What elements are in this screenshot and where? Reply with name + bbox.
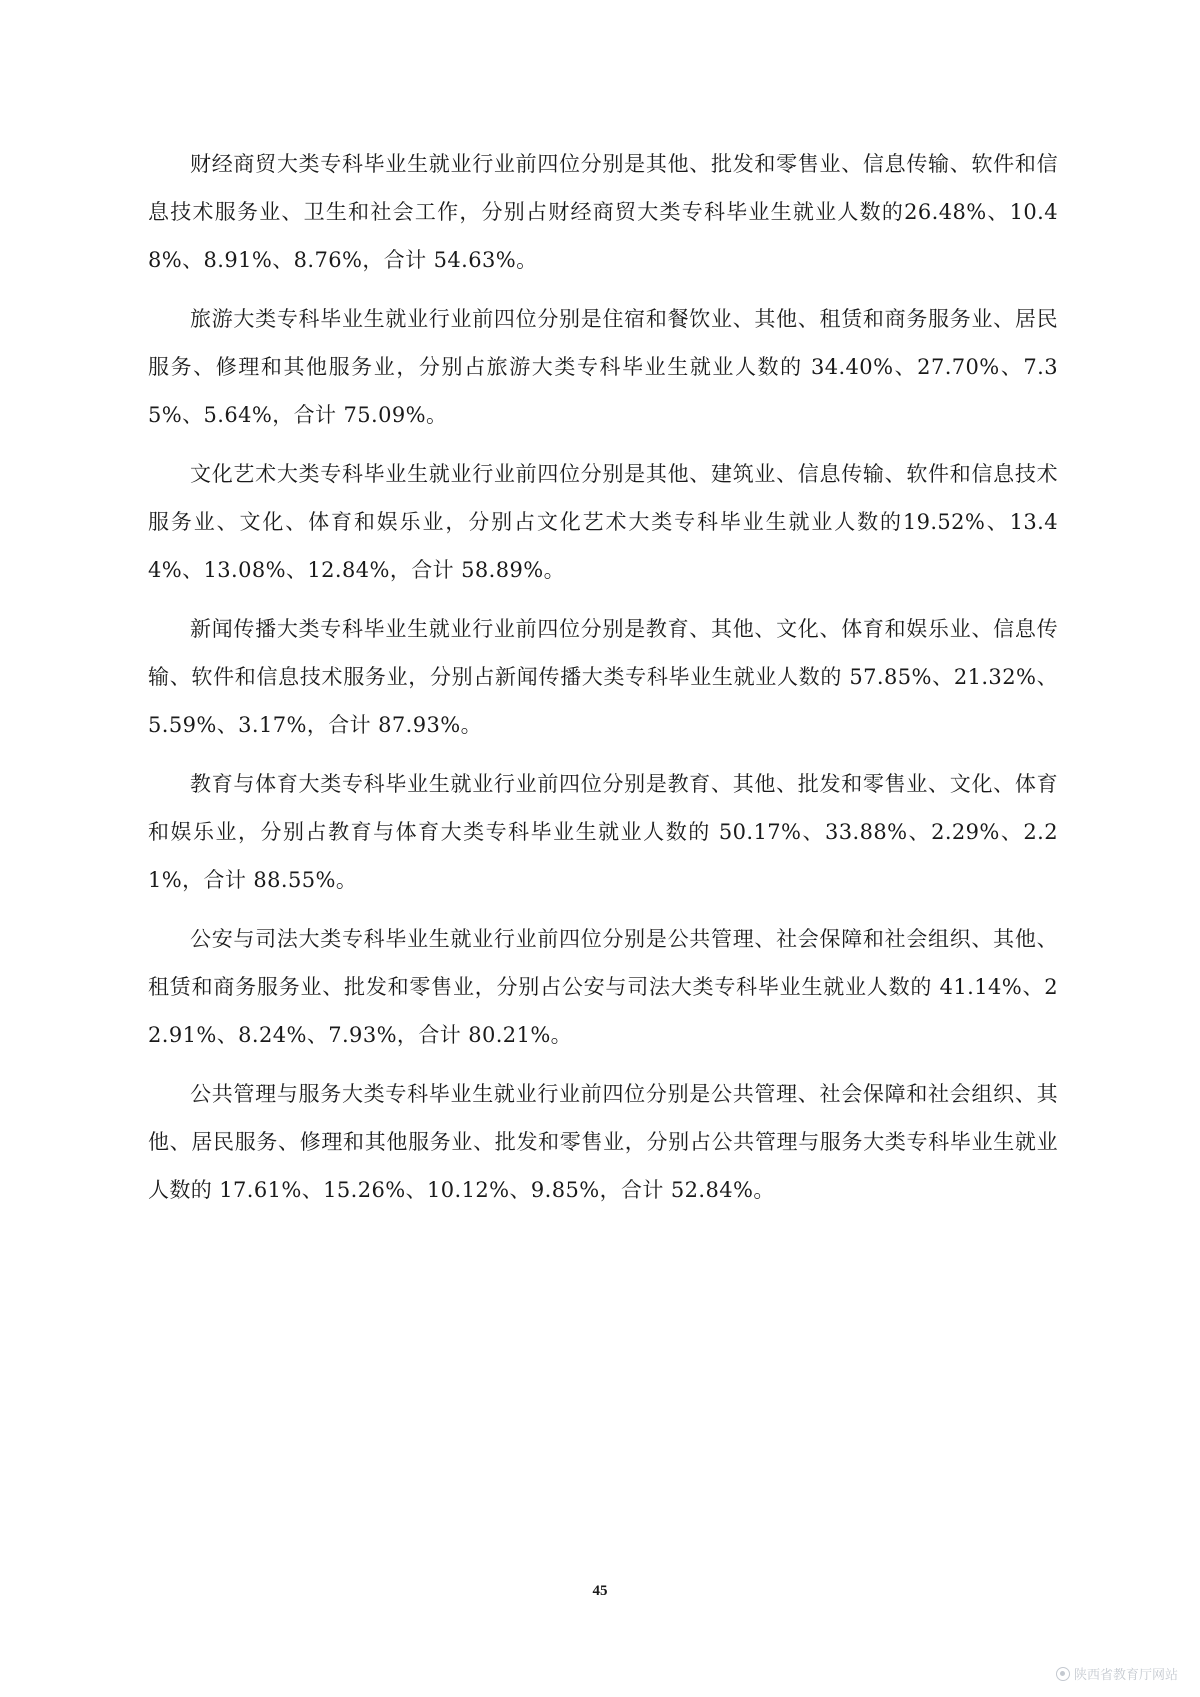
paragraph-culture-arts: 文化艺术大类专科毕业生就业行业前四位分别是其他、建筑业、信息传输、软件和信息技术服务业、文化、体育和娱乐业，分别占文化艺术大类专科毕业生就业人数的19.52%、13.44%、13.08%、12.84%，合计 58.89%。 — [148, 462, 1058, 582]
logo-circle-icon — [1056, 1667, 1070, 1681]
paragraph-journalism: 新闻传播大类专科毕业生就业行业前四位分别是教育、其他、文化、体育和娱乐业、信息传输、软件和信息技术服务业，分别占新闻传播大类专科毕业生就业人数的 57.85%、21.32%、5.59%、3.17%，合计 87.93%。 — [148, 617, 1058, 737]
body-text — [148, 140, 1058, 1225]
paragraph-public-management-service: 公共管理与服务大类专科毕业生就业行业前四位分别是公共管理、社会保障和社会组织、其他、居民服务、修理和其他服务业、批发和零售业，分别占公共管理与服务大类专科毕业生就业人数的 17.61%、15.26%、10.12%、9.85%，合计 52.84%。 — [148, 1082, 1058, 1202]
paragraph-public-security-judicial: 公安与司法大类专科毕业生就业行业前四位分别是公共管理、社会保障和社会组织、其他、租赁和商务服务业、批发和零售业，分别占公安与司法大类专科毕业生就业人数的 41.14%、22.91%、8.24%、7.93%，合计 80.21%。 — [148, 927, 1058, 1047]
watermark — [1056, 1664, 1178, 1683]
watermark-text: 陕西省教育厅网站 — [1073, 1668, 1178, 1683]
page-number: 45 — [592, 1583, 608, 1599]
paragraph-education-sports: 教育与体育大类专科毕业生就业行业前四位分别是教育、其他、批发和零售业、文化、体育和娱乐业，分别占教育与体育大类专科毕业生就业人数的 50.17%、33.88%、2.29%、2.21%，合计 88.55%。 — [148, 772, 1058, 892]
paragraph-tourism: 旅游大类专科毕业生就业行业前四位分别是住宿和餐饮业、其他、租赁和商务服务业、居民服务、修理和其他服务业，分别占旅游大类专科毕业生就业人数的 34.40%、27.70%、7.35%、5.64%，合计 75.09%。 — [148, 307, 1058, 427]
paragraph-finance-trade: 财经商贸大类专科毕业生就业行业前四位分别是其他、批发和零售业、信息传输、软件和信息技术服务业、卫生和社会工作，分别占财经商贸大类专科毕业生就业人数的26.48%、10.48%、8.91%、8.76%，合计 54.63%。 — [148, 152, 1058, 272]
